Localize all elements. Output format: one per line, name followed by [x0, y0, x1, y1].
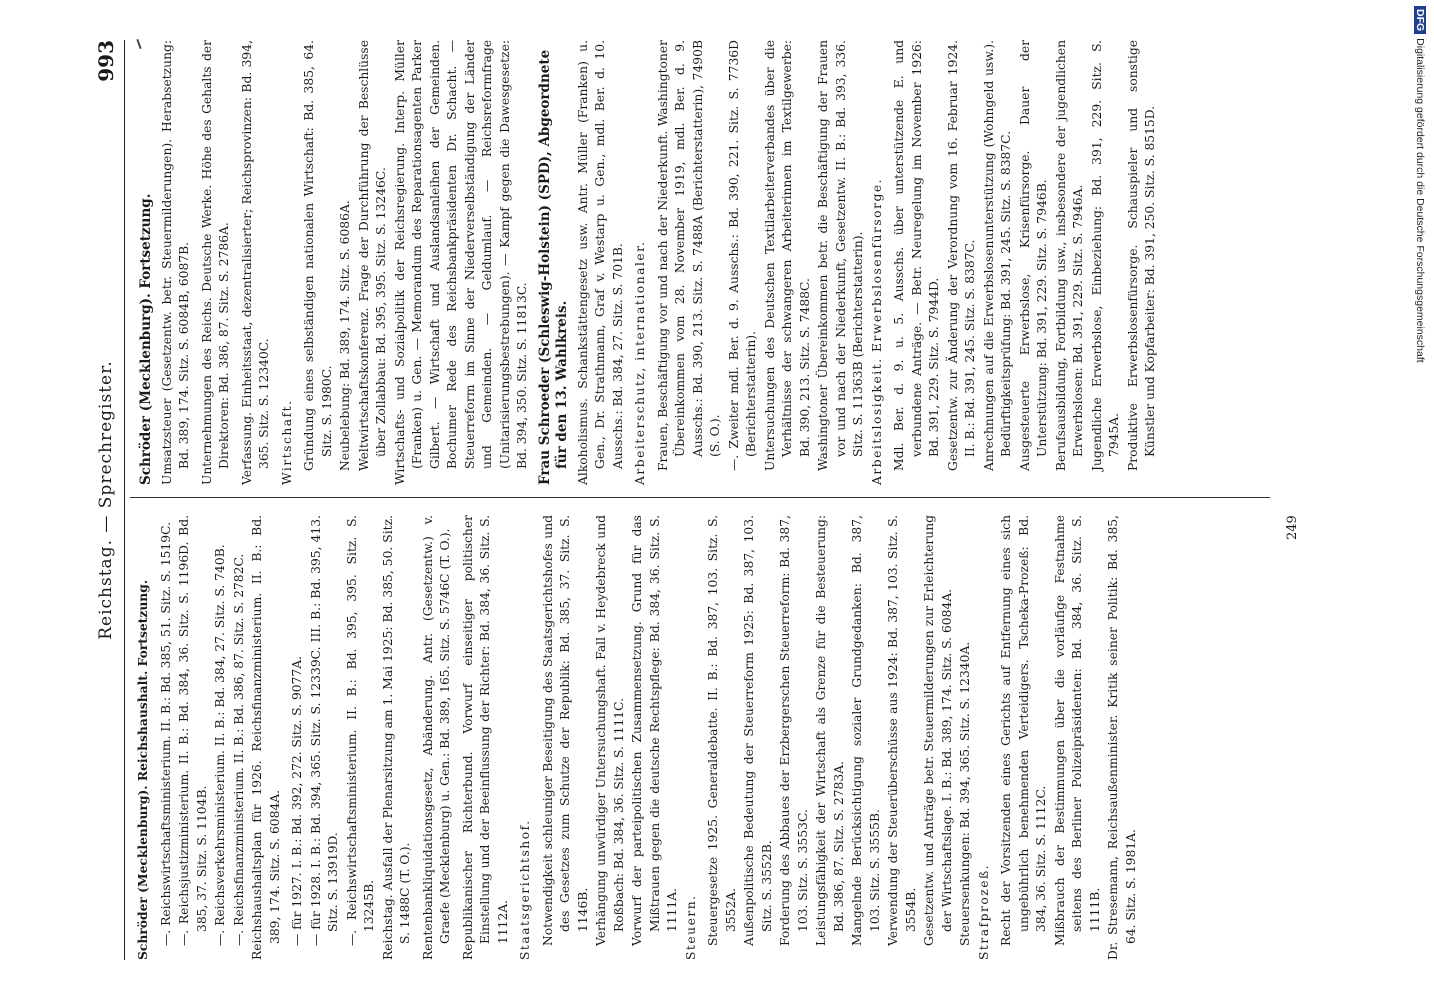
- sub-entry: Vorwurf der parteipolitischen Zusammensetzung. Grund für das Mißtrauen gegen die deutsche Rechtspflege: Bd. 384, 36. Sitz. S. 1111A.: [630, 515, 679, 946]
- entry: Umsatzsteuer (Gesetzentw. betr. Steuermilderungen). Herabsetzung: Bd. 389, 174. Sitz. S. 6084B, 6087B.: [159, 40, 191, 485]
- sub-entry: Neubelebung: Bd. 389, 174. Sitz. S. 6086A.: [338, 200, 352, 471]
- sub-entry: Untersuchungen des Deutschen Textilarbeiterverbandes über die Verhältnisse der schwangeren Arbeiterinnen im Textilgewerbe: Bd. 390, 213. Sitz. S. 7488C.: [762, 40, 812, 471]
- running-title: Reichstag. — Sprechregister.: [96, 360, 116, 640]
- sub-entry: Berufsausbildung, Fortbildung usw., insbesondere der jugendlichen Erwerbslosen: Bd. 391, 229. Sitz. S. 7946A.: [1053, 40, 1085, 471]
- entry: Strafprozeß.: [976, 863, 991, 960]
- entry: Rentenbankliquidationsgesetz, Abänderung. Antr. (Gesetzentw.) v. Graefe (Mecklenburg) u. Gen.: Bd. 389, 165. Sitz. S. 5746C (T. O.).: [420, 515, 452, 960]
- sub-entry: —. Reichsverkehrsministerium. II. B.: Bd. 384, 27. Sitz. S. 740B.: [213, 544, 227, 946]
- sub-entry: Mdl. Ber. d. 9. u. 5. Ausschs. über unterstützende E. und verbundene Anträge. — Betr. Neuregelung im November 1926: Bd. 391, 229. Sitz. S. 7944D.: [892, 40, 941, 471]
- entry: Arbeitslosigkeit. Erwerbslosenfürsorge.: [869, 177, 884, 485]
- sub-entry: —. Reichsfinanzministerium. II. B.: Bd. 386, 87. Sitz. S. 2782C.: [231, 553, 246, 946]
- entry: Reichshaushaltsplan für 1926. Reichsfinanzministerium. II. B.: Bd. 389, 174. Sitz. S. 6084A.: [250, 515, 282, 960]
- entry: Verfassung. Einheitsstaat, dezentralisierter; Reichsprovinzen: Bd. 394, 365. Sitz. S. 12340C.: [239, 40, 271, 485]
- sub-entry: Gesetzentw. zur Änderung der Verordnung vom 16. Februar 1924. II. B.: Bd. 391, 245. Sitz. S. 8387C.: [945, 40, 977, 471]
- sub-entry: Steuersenkungen: Bd. 394, 365. Sitz. S. 12340A.: [958, 641, 972, 946]
- entry: Steuern.: [683, 894, 698, 960]
- dfg-credit: [1410, 6, 1428, 906]
- sub-entry: Mißbrauch der Bestimmungen über die vorläufige Festnahme seitens des Berliner Polizeipräsidenten: Bd. 384, 36. Sitz. S. 1111B.: [1052, 515, 1102, 946]
- sub-entry: Anrechnungen auf die Erwerbslosenunterstützung (Wohngeld usw.). Bedürftigkeitsprüfung: Bd. 391, 245. Sitz. S. 8387C.: [981, 40, 1013, 471]
- sub-entry: Außenpolitische Bedeutung der Steuerreform 1925: Bd. 387, 103. Sitz. S. 3552B.: [742, 515, 774, 946]
- sub-entry: Gesetzentw. und Anträge betr. Steuermilderungen zur Erleichterung der Wirtschaftslage. I. B.: Bd. 389, 174. Sitz. S. 6084A.: [922, 515, 954, 946]
- sub-entry: Produktive Erwerbslosenfürsorge. Schauspieler und sonstige Künstler und Kopfarbeiter: Bd. 391, 250. Sitz. S. 8515D.: [1125, 40, 1157, 471]
- sub-entry: Mangelnde Berücksichtigung sozialer Grundgedanken: Bd. 387, 103. Sitz. S. 3555B.: [850, 515, 882, 946]
- sub-entry: Ausgesteuerte Erwerbslose, Krisenfürsorge. Dauer der Unterstützung: Bd. 391, 229. Sitz. S. 7946B.: [1017, 40, 1049, 471]
- sub-entry: Jugendliche Erwerbslose, Einbeziehung: Bd. 391, 229. Sitz. S. 7945A.: [1089, 40, 1121, 471]
- right-column: [134, 40, 1161, 485]
- sub-entry: —. Reichswirtschaftsministerium. II. B.: Bd. 395, 395. Sitz. S. 13245B.: [344, 515, 376, 946]
- entry: Reichstag. Ausfall der Plenarsitzung am 1. Mai 1925: Bd. 385, 50. Sitz. S. 1488C (T. O.).: [380, 515, 412, 960]
- sub-entry: Steuergesetze 1925. Generaldebatte. II. B.: Bd. 387, 103. Sitz. S. 3552A.: [706, 515, 738, 946]
- sub-entry: Washingtoner Übereinkommen betr. die Beschäftigung der Frauen vor und nach der Niederkunft, Gesetzentw. II. B.: Bd. 393, 336. Sitz. S. 11363B (Berichterstatterin).: [816, 40, 865, 471]
- sub-entry: Notwendigkeit schleuniger Beseitigung des Staatsgerichtshofes und des Gesetzes zum Schutze der Republik: Bd. 385, 37. Sitz. S. 1146B.: [540, 515, 590, 946]
- column-divider: [130, 497, 1270, 498]
- scanned-page: [90, 0, 1320, 1000]
- entry: Alkoholismus. Schankstättengesetz usw. Antr. Müller (Franken) u. Gen., Dr. Strathmann, Graf v. Westarp u. Gen., mdl. Ber. d. 10. Ausschs.: Bd. 384, 27. Sitz. S. 701B.: [575, 40, 625, 485]
- speaker-heading: Frau Schroeder (Schleswig-Holstein) (SPD), Abgeordnete für den 13. Wahlkreis.: [536, 49, 570, 485]
- sub-entry: Weltwirtschaftskonferenz. Frage der Durchführung der Beschlüsse über Zollabbau: Bd. 395, 395. Sitz. S. 13246C.: [356, 40, 388, 471]
- sub-entry: Frauen, Beschäftigung vor und nach der Niederkunft. Washingtoner Übereinkommen vom 28. November 1919, mdl. Ber. d. 9. Ausschs.: Bd. 390, 213. Sitz. S. 7488A (Berichterstatterin), 7490B (S. O.).: [655, 40, 722, 471]
- left-column: [134, 515, 1145, 960]
- sub-entry: Forderung des Abbaues der Erzbergerschen Steuerreform: Bd. 387, 103. Sitz. S. 3553C.: [778, 515, 810, 946]
- entry: Arbeiterschutz, internationaler.: [633, 240, 647, 485]
- sub-entry: —. Zweiter mdl. Ber. d. 9. Ausschs.: Bd. 390, 221. Sitz. S. 7736D (Berichterstatterin).: [726, 40, 758, 471]
- entry: Unternehmungen des Reichs. Deutsche Werke. Höhe des Gehalts der Direktoren: Bd. 386, 87. Sitz. S. 2786A.: [199, 40, 231, 485]
- entry: Schröder (Mecklenburg). Reichshaushalt. Fortsetzung.: [135, 579, 150, 960]
- sub-entry: Gründung eines selbständigen nationalen Wirtschaft: Bd. 385, 64. Sitz. S. 1980C.: [302, 40, 334, 471]
- entry: Dr. Stresemann, Reichsaußenminister. Kritik seiner Politik: Bd. 385, 64. Sitz. S. 1981A.: [1106, 515, 1138, 960]
- sub-entry: — für 1927. I. B.: Bd. 392, 272. Sitz. S. 9077A.: [290, 655, 304, 946]
- sub-entry: Recht der Vorsitzenden eines Gerichts auf Entfernung eines sich ungebührlich benehmenden Verteidigers. Tscheka-Prozeß: Bd. 384, 36. Sitz. S. 1112C.: [999, 515, 1048, 946]
- entry: Wirtschafts- und Sozialpolitik der Reichsregierung. Interp. Müller (Franken) u. Gen. — Memorandum des Reparationsagenten Parker Gilbert. — Wirtschaft und Auslandsanleihen der Gemeinden. Bochumer Rede des Reichsbankpräsidenten Dr. Schacht. — Steuerreform im Sinne der Niederverselbständigung der Länder und Gemeinden. — Geldumlauf. — Reichsreformfrage (Unitarisierungsbestrebungen). — Kampf gegen die Dawesgesetze: Bd. 394, 350. Sitz. S. 11813C.: [392, 40, 529, 485]
- entry: Wirtschaft.: [279, 399, 294, 485]
- sub-entry: Leistungsfähigkeit der Wirtschaft als Grenze für die Besteuerung: Bd. 386, 87. Sitz. S. 2783A.: [814, 515, 846, 946]
- entry: Staatsgerichtshof.: [518, 819, 532, 960]
- credit-text: Digitalisierung gefördert durch die Deutsche Forschungsgemeinschaft: [1414, 38, 1426, 363]
- page-number: 993: [94, 40, 118, 82]
- sub-entry: Verwendung der Steuerüberschüsse aus 1924: Bd. 387, 103. Sitz. S. 3554B.: [886, 515, 918, 946]
- page-index: 249: [1285, 515, 1300, 540]
- page-header: [90, 40, 125, 960]
- sub-entry: —. Reichsjustizministerium. II. B.: Bd. 384, 36. Sitz. S. 1196D. Bd. 385, 37. Sitz. S. 1104B.: [177, 515, 209, 946]
- sub-entry: Verhängung unwürdiger Untersuchungshaft. Fall v. Heydebreck und Roßbach: Bd. 384, 36. Sitz. S. 1111C.: [594, 515, 626, 946]
- sub-entry: — für 1928. I. B.: Bd. 394, 365. Sitz. S. 12339C. III. B.: Bd. 395, 413. Sitz. S. 13919D.: [308, 515, 340, 946]
- entry: Republikanischer Richterbund. Vorwurf einseitiger politischer Einstellung und der Beeinflussung der Richter: Bd. 384, 36. Sitz. S. 1112A.: [460, 515, 510, 960]
- dfg-logo: DFG: [1414, 6, 1426, 34]
- sub-entry: —. Reichswirtschaftsministerium. II. B.: Bd. 385, 51. Sitz. S. 1519C.: [158, 522, 173, 946]
- speaker-heading: Schröder (Mecklenburg). Fortsetzung.: [138, 193, 154, 485]
